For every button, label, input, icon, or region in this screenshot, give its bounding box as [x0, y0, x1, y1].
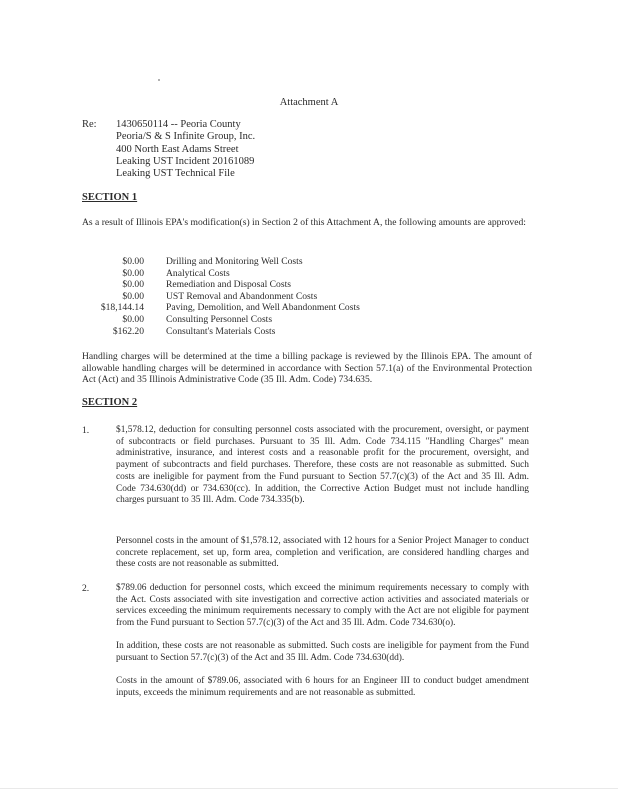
- attachment-title: Attachment A: [279, 97, 339, 108]
- cost-amount: $0.00: [122, 279, 144, 291]
- cost-amount: $0.00: [122, 267, 144, 279]
- cost-table: [82, 256, 360, 337]
- re-line: Peoria/S & S Infinite Group, Inc.: [116, 131, 256, 143]
- cost-row: [82, 302, 360, 314]
- cost-label: Paving, Demolition, and Well Abandonment Costs: [166, 302, 360, 314]
- item1-paragraph-1: $1,578.12, deduction for consulting personnel costs associated with the procurement, oversight, or payment of subcontracts or field purchases. Pursuant to 35 Ill. Adm. Code 734.115 "Handling Charges" mean administrative, insurance, and interest costs and a reasonable profit for the procurement, oversight, and payment of subcontracts and field purchases. Therefore, these costs are not reasonable as submitted. Such costs are ineligible for payment from the Fund pursuant to Section 57.7(c)(3) of the Act and 35 Ill. Adm. Code 734.630(dd) or 734.630(cc). In addition, the Corrective Action Budget must not include handling charges pursuant to 35 Ill. Adm. Code 734.335(b).: [116, 425, 529, 506]
- cost-label: Consulting Personnel Costs: [166, 313, 273, 325]
- section1-intro: As a result of Illinois EPA's modification(s) in Section 2 of this Attachment A, the following amounts are approved:: [82, 217, 526, 228]
- cost-label: Analytical Costs: [166, 267, 230, 279]
- scan-speck: [158, 79, 160, 81]
- item2-paragraph-3: Costs in the amount of $789.06, associated with 6 hours for an Engineer III to conduct budget amendment inputs, exceeds the minimum requirements and are not reasonable as submitted.: [116, 676, 529, 698]
- re-line: Leaking UST Technical File: [116, 168, 235, 180]
- cost-amount: $18,144.14: [100, 302, 144, 314]
- re-label: Re:: [82, 119, 97, 130]
- item2-paragraph-1: $789.06 deduction for personnel costs, which exceed the minimum requirements necessary to comply with the Act. Costs associated with site investigation and corrective action activities and associated materials or services exceeding the minimum requirements necessary to comply with the Act are not eligible for payment from the Fund pursuant to Section 57.7(c)(3) of the Act and 35 Ill. Adm. Code 734.630(o).: [116, 583, 529, 629]
- item2-paragraph-2: In addition, these costs are not reasonable as submitted. Such costs are ineligible for payment from the Fund pursuant to Section 57.7(c)(3) of the Act and 35 Ill. Adm. Code 734.630(dd).: [116, 641, 529, 663]
- handling-charges-text: Handling charges will be determined at the time a billing package is reviewed by the Illinois EPA. The amount of allowable handling charges will be determined in accordance with Section 57.1(a) of the Environmental Protection Act (Act) and 35 Illinois Administrative Code (35 Ill. Adm. Code) 734.635.: [82, 351, 532, 386]
- cost-row: [82, 291, 360, 303]
- cost-row: [82, 268, 360, 280]
- cost-label: Consultant's Materials Costs: [166, 325, 276, 337]
- re-block: [116, 119, 255, 180]
- section2-heading: SECTION 2: [82, 397, 138, 408]
- cost-amount: $0.00: [122, 290, 144, 302]
- cost-label: UST Removal and Abandonment Costs: [166, 290, 318, 302]
- section1-heading: SECTION 1: [82, 192, 138, 203]
- cost-amount: $0.00: [122, 313, 144, 325]
- re-line: Leaking UST Incident 20161089: [116, 155, 255, 167]
- cost-row: [82, 256, 360, 268]
- cost-label: Remediation and Disposal Costs: [166, 279, 291, 291]
- item1-paragraph-2: Personnel costs in the amount of $1,578.12, associated with 12 hours for a Senior Project Manager to conduct concrete replacement, set up, form area, completion and verification, are considered handling charges and these costs are not reasonable as submitted.: [116, 536, 529, 570]
- cost-row: [82, 279, 360, 291]
- cost-label: Drilling and Monitoring Well Costs: [166, 256, 303, 267]
- scan-edge-line: [0, 788, 618, 789]
- item-number: 2.: [82, 583, 90, 594]
- cost-row: [82, 326, 360, 338]
- cost-amount: $162.20: [112, 325, 144, 337]
- re-line: 1430650114 -- Peoria County: [116, 119, 241, 130]
- cost-amount: $0.00: [122, 256, 144, 267]
- re-line: 400 North East Adams Street: [116, 143, 239, 155]
- item-number: 1.: [82, 425, 90, 436]
- cost-row: [82, 314, 360, 326]
